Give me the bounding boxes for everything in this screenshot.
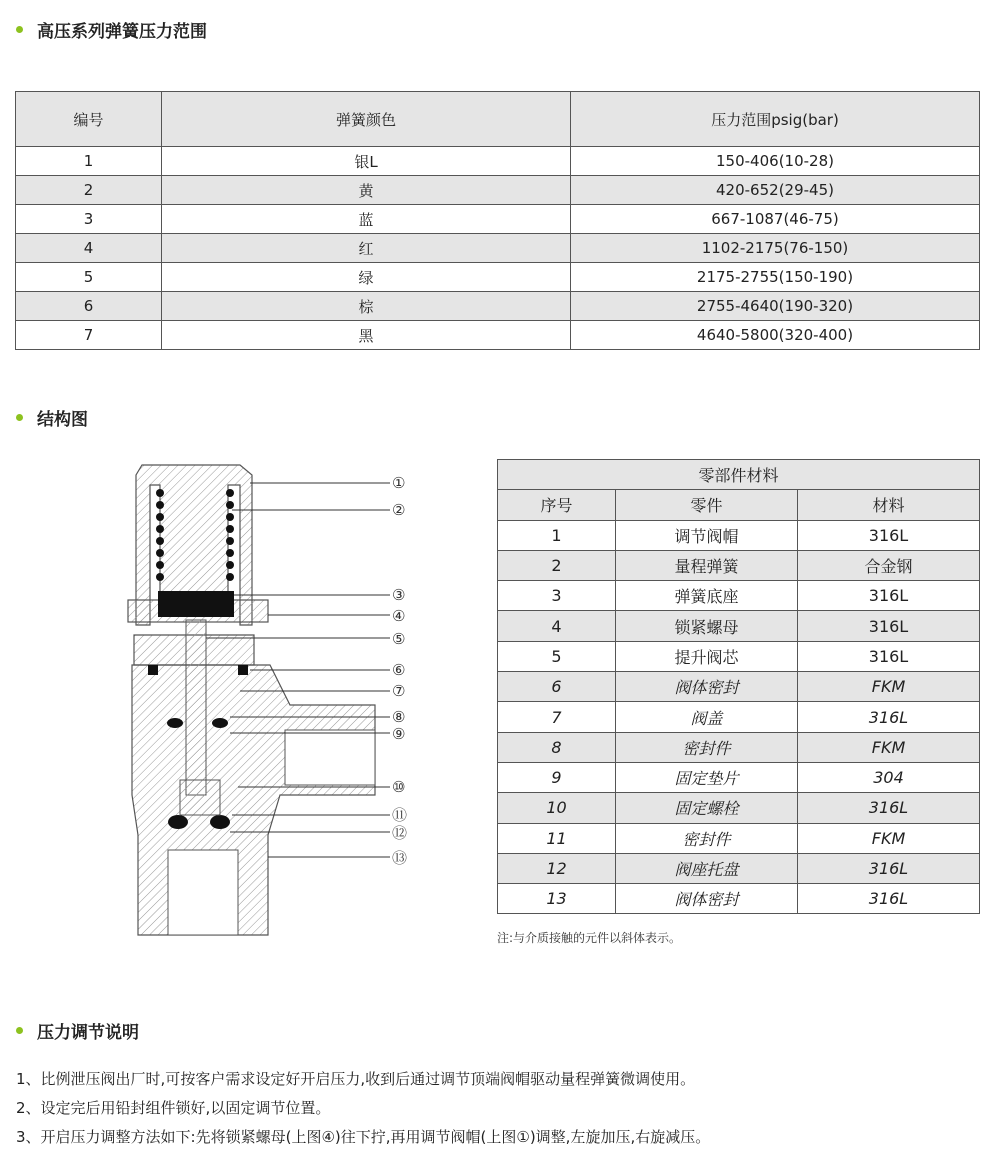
italic-note: 注:与介质接触的元件以斜体表示。 [497,931,682,945]
table-title-row [498,460,980,490]
cell: 1102-2175(76-150) [571,234,980,263]
col-header-number: 编号 [16,92,162,147]
callout-2: ② [392,501,406,519]
cell: 密封件 [616,732,798,762]
table-row [498,641,980,671]
instruction-line-1: 1、比例泄压阀出厂时,可按客户需求设定好开启压力,收到后通过调节顶端阀帽驱动量程弹簧微调使用。 [16,1070,696,1088]
cell: 6 [16,292,162,321]
cell: 316L [798,611,980,641]
table-row [498,702,980,732]
cell: 6 [498,672,616,702]
cell: 316L [798,702,980,732]
table-row [498,823,980,853]
callout-13: ⑬ [392,849,408,867]
callout-9: ⑨ [392,725,406,743]
cell: 红 [162,234,571,263]
bullet-dot-icon [16,414,23,421]
col-header-spring-color: 弹簧颜色 [162,92,571,147]
cell: 4640-5800(320-400) [571,321,980,350]
cell: 667-1087(46-75) [571,205,980,234]
table-row [16,234,980,263]
cell: 3 [16,205,162,234]
cell: 150-406(10-28) [571,147,980,176]
cell: 304 [798,762,980,792]
cell: 2 [498,550,616,580]
callout-6: ⑥ [392,661,406,679]
cell: 10 [498,793,616,823]
callout-8: ⑧ [392,708,406,726]
cell: 316L [798,793,980,823]
col-header-seq: 序号 [498,490,616,520]
cell: 阀盖 [616,702,798,732]
section-heading-adjust [16,1018,139,1043]
table-row [498,550,980,580]
cell: 锁紧螺母 [616,611,798,641]
col-header-part: 零件 [616,490,798,520]
section-title: 结构图 [37,410,88,430]
table-row [16,263,980,292]
cell: 阀体密封 [616,884,798,914]
cell: 8 [498,732,616,762]
cell: 5 [498,641,616,671]
cell: 316L [798,884,980,914]
spring-range-table [15,91,980,350]
parts-material-table [497,459,980,914]
cell: 13 [498,884,616,914]
callout-3: ③ [392,586,406,604]
instruction-line-3: 3、开启压力调整方法如下:先将锁紧螺母(上图④)往下拧,再用调节阀帽(上图①)调整,左旋加压,右旋减压。 [16,1128,711,1146]
callout-5: ⑤ [392,630,406,648]
cell: 420-652(29-45) [571,176,980,205]
table-row [498,611,980,641]
cell: FKM [798,732,980,762]
cell: 固定螺栓 [616,793,798,823]
table-row [16,205,980,234]
cell: 黑 [162,321,571,350]
callout-1: ① [392,474,406,492]
col-header-material: 材料 [798,490,980,520]
cell: 5 [16,263,162,292]
cell: 3 [498,581,616,611]
table-header-row [498,490,980,520]
callout-10: ⑩ [392,778,406,796]
table-row [498,853,980,883]
cell: 1 [16,147,162,176]
cell: 12 [498,853,616,883]
callout-11: ⑪ [392,806,408,824]
callout-7: ⑦ [392,682,406,700]
cell: FKM [798,823,980,853]
table-row [498,520,980,550]
cell: 316L [798,581,980,611]
cell: 合金钢 [798,550,980,580]
bullet-dot-icon [16,26,23,33]
cell: 绿 [162,263,571,292]
table-row [16,147,980,176]
cell: 提升阀芯 [616,641,798,671]
cell: 蓝 [162,205,571,234]
cell: 316L [798,641,980,671]
cell: 阀座托盘 [616,853,798,883]
cell: 弹簧底座 [616,581,798,611]
cell: 固定垫片 [616,762,798,792]
section-heading-range [16,17,207,42]
table-row [16,176,980,205]
valve-structure-diagram [120,455,420,945]
col-header-pressure-range: 压力范围psig(bar) [571,92,980,147]
cell: 4 [16,234,162,263]
cell: 密封件 [616,823,798,853]
callout-12: ⑫ [392,824,408,842]
cell: 银L [162,147,571,176]
instruction-line-2: 2、设定完后用铅封组件锁好,以固定调节位置。 [16,1099,331,1117]
cell: 1 [498,520,616,550]
cell: 316L [798,853,980,883]
cell: 9 [498,762,616,792]
callout-4: ④ [392,607,406,625]
table-row [498,581,980,611]
cell: FKM [798,672,980,702]
section-title: 高压系列弹簧压力范围 [37,22,207,42]
cell: 4 [498,611,616,641]
cell: 黄 [162,176,571,205]
cell: 316L [798,520,980,550]
table-row [498,762,980,792]
cell: 7 [16,321,162,350]
table-title: 零部件材料 [498,460,980,490]
table-header-row [16,92,980,147]
section-heading-structure [16,405,88,430]
table-row [16,321,980,350]
table-row [498,793,980,823]
cell: 7 [498,702,616,732]
cell: 棕 [162,292,571,321]
cell: 阀体密封 [616,672,798,702]
cell: 调节阀帽 [616,520,798,550]
cell: 2755-4640(190-320) [571,292,980,321]
table-row [498,672,980,702]
cell: 2175-2755(150-190) [571,263,980,292]
table-row [498,884,980,914]
table-row [498,732,980,762]
table-row [16,292,980,321]
cell: 2 [16,176,162,205]
section-title: 压力调节说明 [37,1023,139,1043]
bullet-dot-icon [16,1027,23,1034]
cell: 量程弹簧 [616,550,798,580]
cell: 11 [498,823,616,853]
